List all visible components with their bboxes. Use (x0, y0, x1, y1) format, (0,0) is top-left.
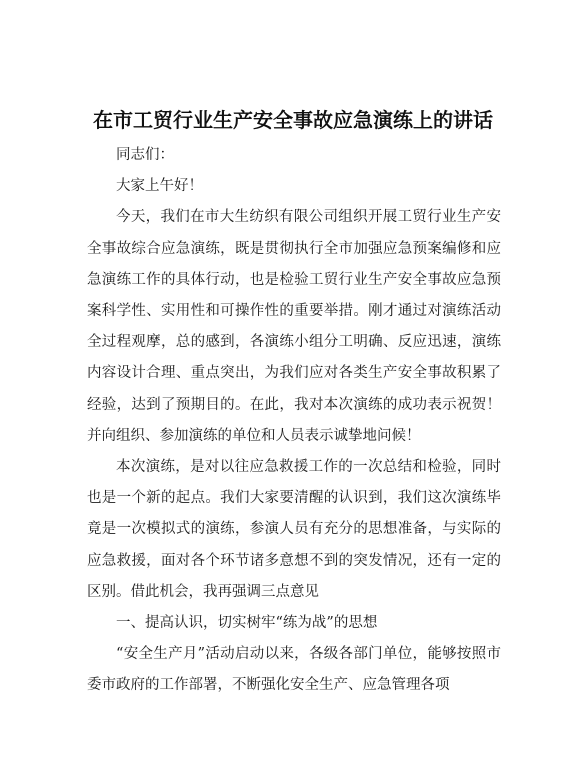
section-heading: 一、提高认识，切实树牢“练为战”的思想 (116, 615, 378, 632)
greeting: 大家上午好！ (116, 178, 203, 195)
paragraph: “安全生产月”活动启动以来，各级各部门单位，能够按照市委市政府的工作部署，不断强化安全生产、应急管理各项 (87, 646, 501, 694)
paragraph: 本次演练，是对以往应急救援工作的一次总结和检验，同时也是一个新的起点。我们大家要清醒的认识到，我们这次演练毕竟是一次模拟式的演练，参演人员有充分的思想准备，与实际的应急救援，面对各个环节诸多意想不到的突发情况，还有一定的区别。借此机会，我再强调三点意见 (87, 459, 501, 600)
paragraph: 今天，我们在市大生纺织有限公司组织开展工贸行业生产安全事故综合应急演练，既是贯彻执行全市加强应急预案编修和应急演练工作的具体行动，也是检验工贸行业生产安全事故应急预案科学性、实用性和可操作性的重要举措。刚才通过对演练活动全过程观摩，总的感到，各演练小组分工明确、反应迅速，演练内容设计合理、重点突出，为我们应对各类生产安全事故积累了经验，达到了预期目的。在此，我对本次演练的成功表示祝贺！并向组织、参加演练的单位和人员表示诚挚地问候！ (87, 209, 501, 444)
salutation: 同志们： (116, 147, 174, 163)
document-body (87, 140, 501, 702)
document-title: 在市工贸行业生产安全事故应急演练上的讲话 (93, 108, 493, 132)
